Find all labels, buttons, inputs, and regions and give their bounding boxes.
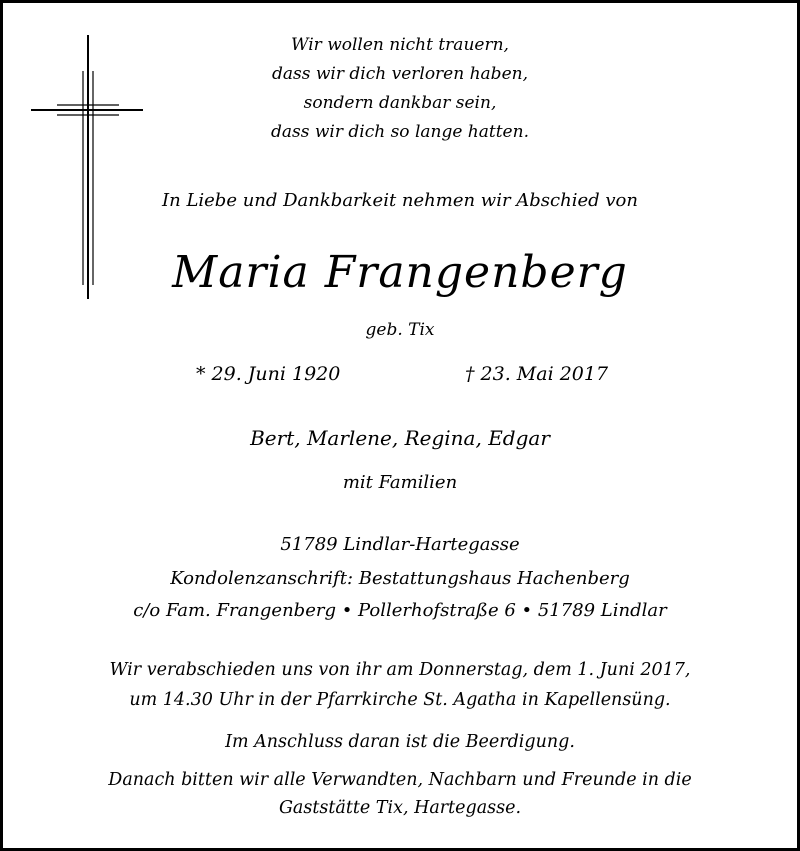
poem-line: dass wir dich verloren haben, — [272, 64, 528, 84]
deceased-name: Maria Frangenberg — [172, 247, 628, 298]
death-date: † 23. Mai 2017 — [465, 363, 609, 385]
service-info: Wir verabschieden uns von ihr am Donnerstag, dem 1. Juni 2017, — [109, 660, 691, 680]
poem-line: dass wir dich so lange hatten. — [271, 122, 529, 142]
intro-text: In Liebe und Dankbarkeit nehmen wir Abschied von — [162, 190, 638, 211]
mourner-families: mit Familien — [342, 472, 458, 493]
birth-date: * 29. Juni 1920 — [196, 363, 341, 385]
life-dates — [3, 363, 797, 389]
mourner-address: 51789 Lindlar-Hartegasse — [280, 534, 520, 555]
mourner-names: Bert, Marlene, Regina, Edgar — [250, 426, 550, 450]
poem-line: sondern dankbar sein, — [303, 93, 497, 113]
birth-name: geb. Tix — [365, 320, 435, 340]
invitation-text: Gaststätte Tix, Hartegasse. — [278, 798, 522, 818]
poem-line: Wir wollen nicht trauern, — [291, 35, 509, 55]
invitation-text: Danach bitten wir alle Verwandten, Nachbarn und Freunde in die — [108, 770, 692, 790]
condolence-address: Kondolenzanschrift: Bestattungshaus Hachenberg — [170, 568, 630, 589]
condolence-address: c/o Fam. Frangenberg • Pollerhofstraße 6 • 51789 Lindlar — [133, 600, 667, 621]
burial-info: Im Anschluss daran ist die Beerdigung. — [225, 732, 575, 752]
service-info: um 14.30 Uhr in der Pfarrkirche St. Agatha in Kapellensüng. — [129, 690, 671, 710]
